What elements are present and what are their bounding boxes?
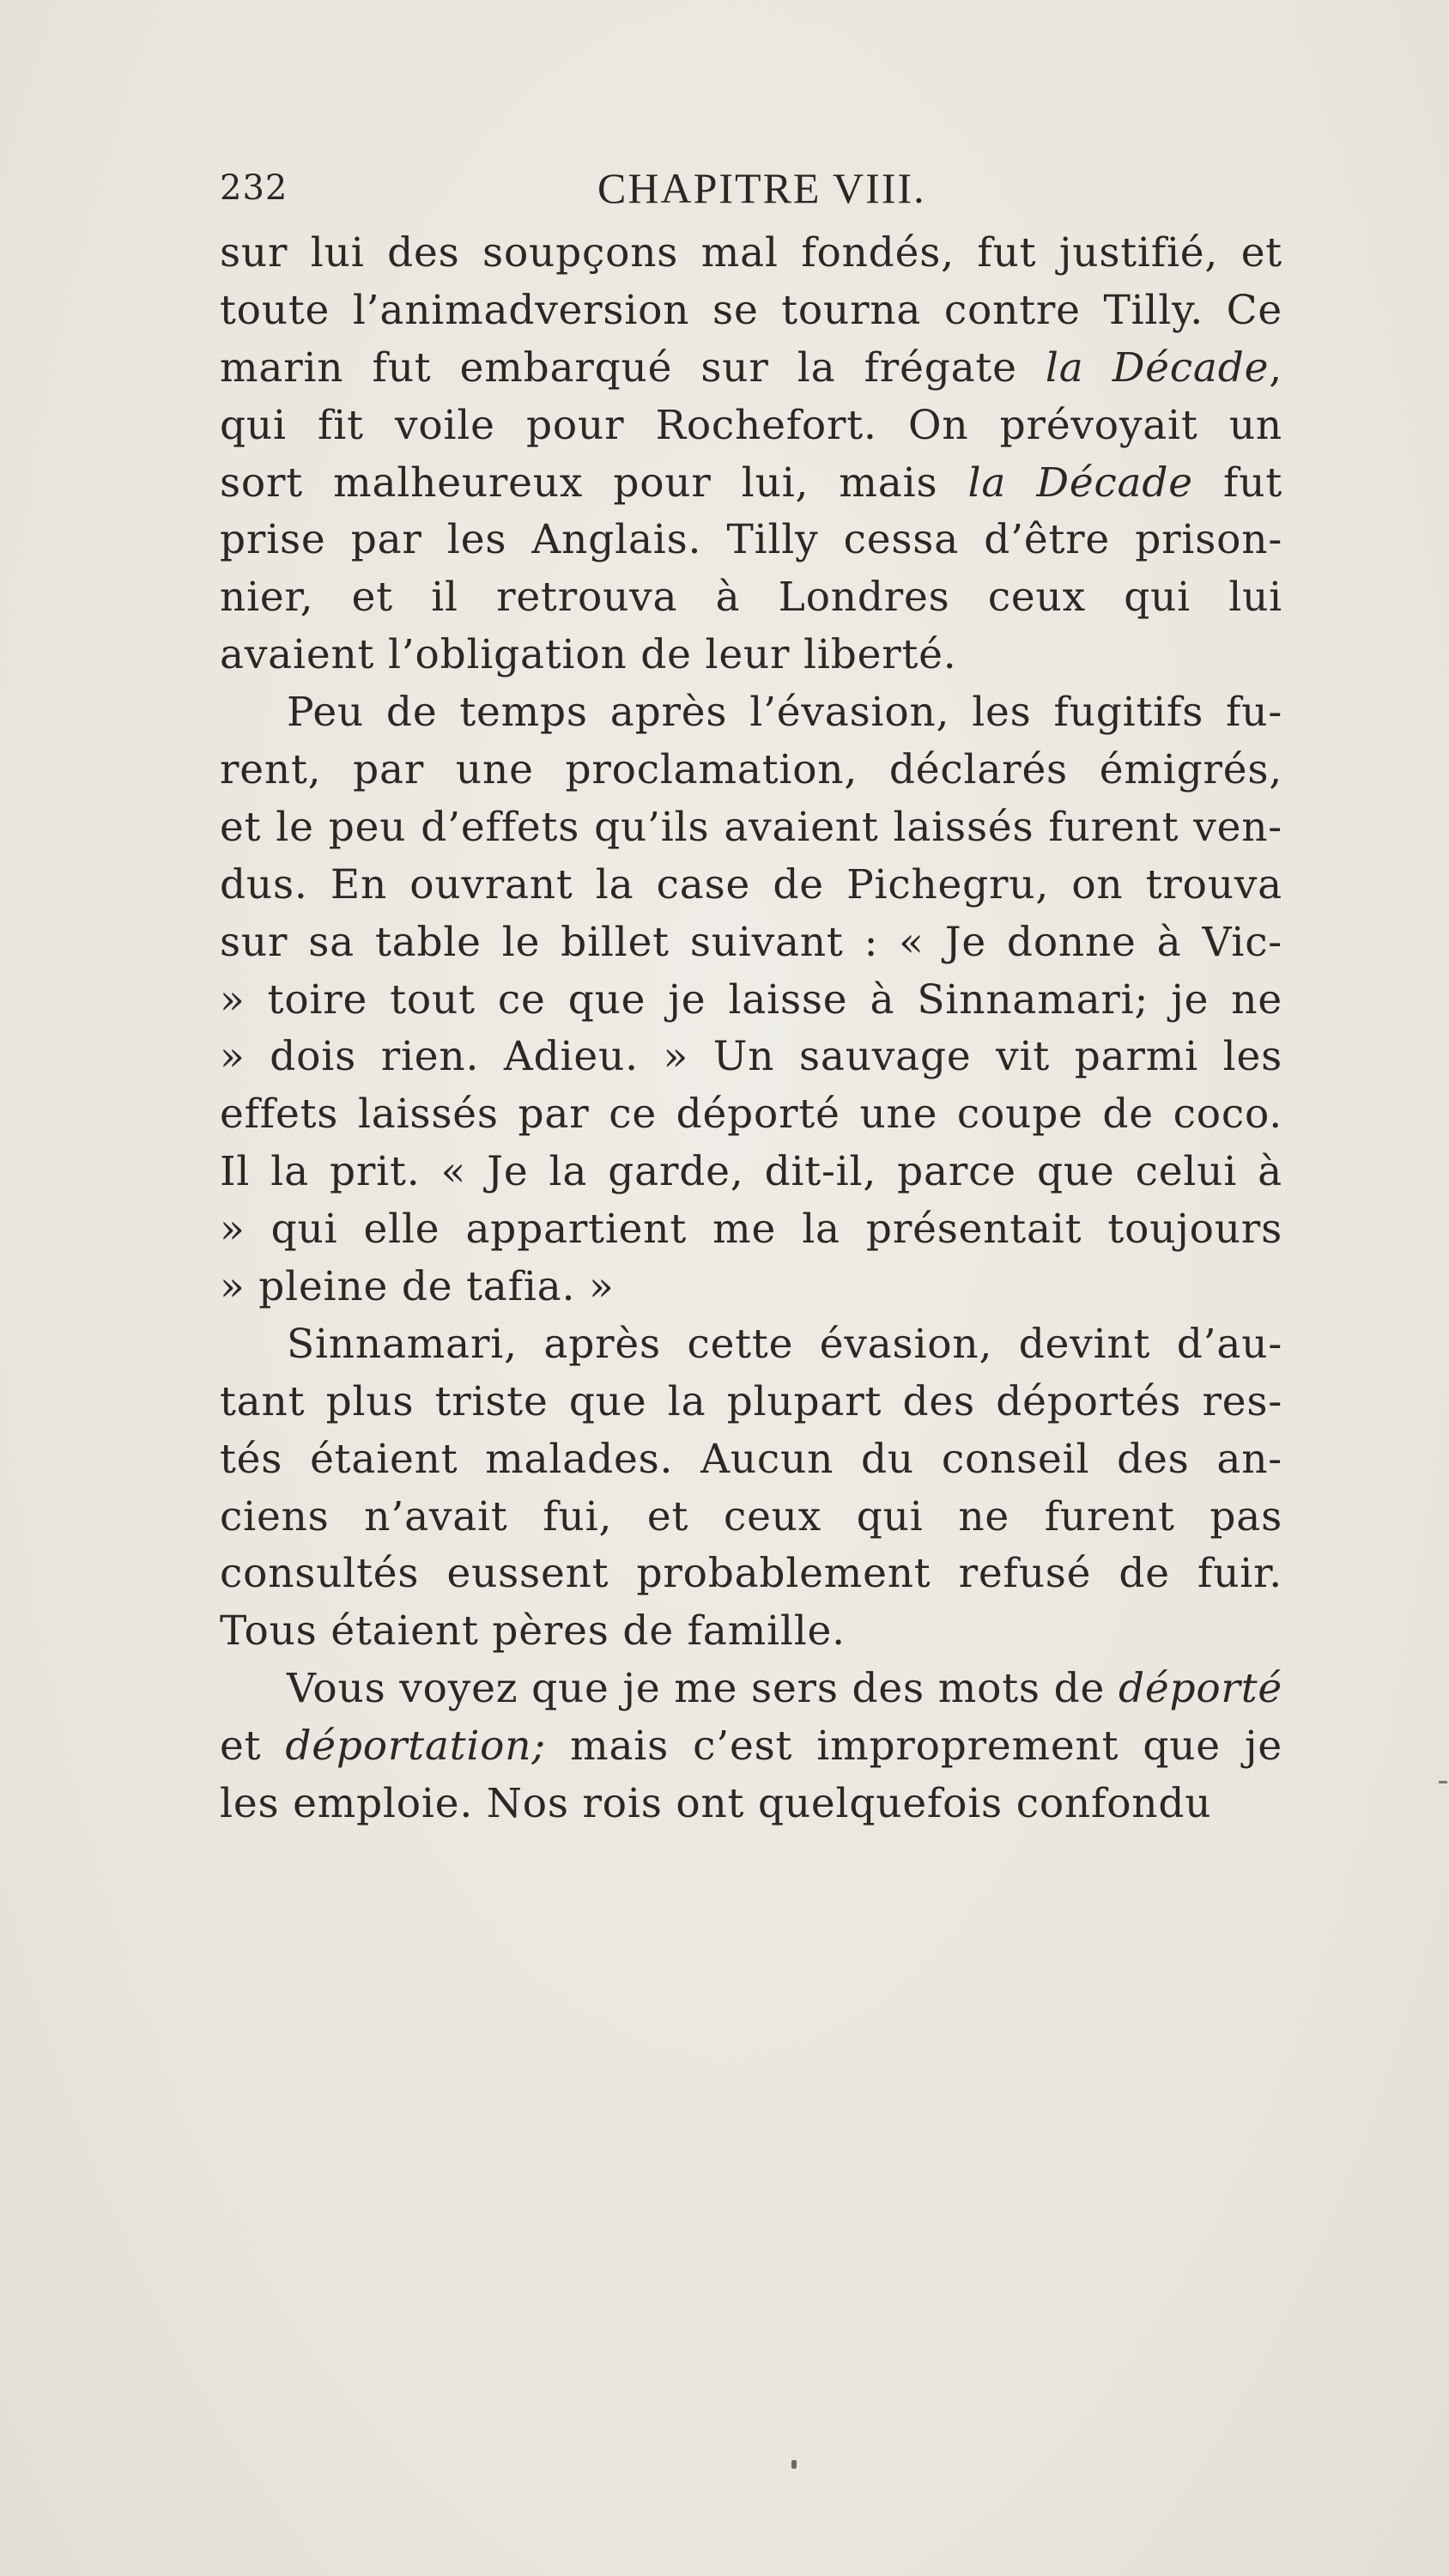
text-line <box>220 799 1282 857</box>
text-line <box>220 1144 1282 1201</box>
text-segment: Vous voyez que je me sers des mots de <box>287 1665 1119 1713</box>
italic-text: déportation; <box>285 1722 546 1771</box>
chapter-title: CHAPITRE VIII. <box>597 164 926 212</box>
text-segment: sur sa table le billet suivant : « Je donne à Vic- <box>220 918 1282 966</box>
text-line <box>220 972 1282 1030</box>
text-segment: marin fut embarqué sur la frégate <box>220 343 1046 392</box>
text-segment: dus. En ouvrant la case de Pichegru, on trouva <box>220 860 1282 908</box>
body-text <box>220 225 1282 1833</box>
text-line <box>220 1086 1282 1144</box>
text-segment: effets laissés par ce déporté une coupe de coco. <box>220 1091 1282 1139</box>
page-number: 232 <box>220 168 288 208</box>
text-segment: Tous étaient pères de famille. <box>220 1607 846 1656</box>
text-line <box>220 1603 1282 1661</box>
text-segment: » pleine de tafia. » <box>220 1263 615 1311</box>
text-line <box>220 569 1282 627</box>
text-line <box>220 398 1282 455</box>
text-segment: sort malheureux pour lui, mais <box>220 459 968 507</box>
italic-text: la Décade <box>1045 343 1270 392</box>
text-segment: tés étaient malades. Aucun du conseil des an- <box>220 1435 1282 1483</box>
paper-speck <box>791 2460 797 2469</box>
text-line <box>220 1661 1282 1718</box>
margin-mark <box>1439 1781 1447 1783</box>
text-segment: prise par les Anglais. Tilly cessa d’être prison- <box>220 516 1282 564</box>
text-line <box>220 1489 1282 1546</box>
text-segment: les emploie. Nos rois ont quelquefois confondu <box>220 1780 1212 1828</box>
text-segment: tant plus triste que la plupart des déportés res- <box>220 1377 1282 1425</box>
text-line <box>220 1259 1282 1316</box>
text-line <box>220 225 1282 283</box>
text-segment: Il la prit. « Je la garde, dit-il, parce que celui à <box>220 1148 1282 1196</box>
text-line <box>220 512 1282 569</box>
text-segment: » dois rien. Adieu. » Un sauvage vit parmi les <box>220 1033 1282 1081</box>
text-segment: Sinnamari, après cette évasion, devint d’au- <box>287 1320 1282 1368</box>
text-segment: mais c’est improprement que je <box>546 1722 1282 1771</box>
text-line <box>220 1776 1282 1833</box>
text-segment: » qui elle appartient me la présentait toujours <box>220 1206 1282 1254</box>
text-segment: toute l’animadversion se tourna contre Tilly. Ce <box>220 286 1282 334</box>
text-segment: nier, et il retrouva à Londres ceux qui lui <box>220 574 1282 622</box>
text-segment: et <box>220 1722 286 1771</box>
text-segment: ciens n’avait fui, et ceux qui ne furent pas <box>220 1492 1282 1540</box>
text-line <box>220 340 1282 398</box>
text-segment: et le peu d’effets qu’ils avaient laissés furent ven- <box>220 803 1282 851</box>
text-line <box>220 1546 1282 1603</box>
italic-text: la Décade <box>967 459 1193 507</box>
text-line <box>220 283 1282 340</box>
text-segment: » toire tout ce que je laisse à Sinnamari; je ne <box>220 975 1282 1024</box>
text-segment: , <box>1269 343 1282 392</box>
text-segment: rent, par une proclamation, déclarés émigrés, <box>220 746 1282 794</box>
text-segment: qui fit voile pour Rochefort. On prévoyait un <box>220 401 1282 449</box>
text-line <box>220 455 1282 513</box>
running-head <box>220 164 1282 220</box>
italic-text: déporté <box>1118 1665 1282 1713</box>
text-line <box>220 627 1282 684</box>
text-line <box>220 684 1282 742</box>
text-segment: sur lui des soupçons mal fondés, fut justifié, et <box>220 229 1282 276</box>
text-line <box>220 1201 1282 1259</box>
text-segment: consultés eussent probablement refusé de fuir. <box>220 1550 1282 1598</box>
text-line <box>220 1718 1282 1776</box>
text-segment: Peu de temps après l’évasion, les fugitifs fu- <box>287 689 1282 737</box>
text-line <box>220 1431 1282 1489</box>
text-segment: fut <box>1192 459 1283 507</box>
text-line <box>220 1316 1282 1374</box>
text-segment: avaient l’obligation de leur liberté. <box>220 631 957 679</box>
text-line <box>220 1029 1282 1086</box>
text-line <box>220 857 1282 914</box>
text-line <box>220 914 1282 972</box>
text-line <box>220 742 1282 799</box>
text-line <box>220 1374 1282 1431</box>
